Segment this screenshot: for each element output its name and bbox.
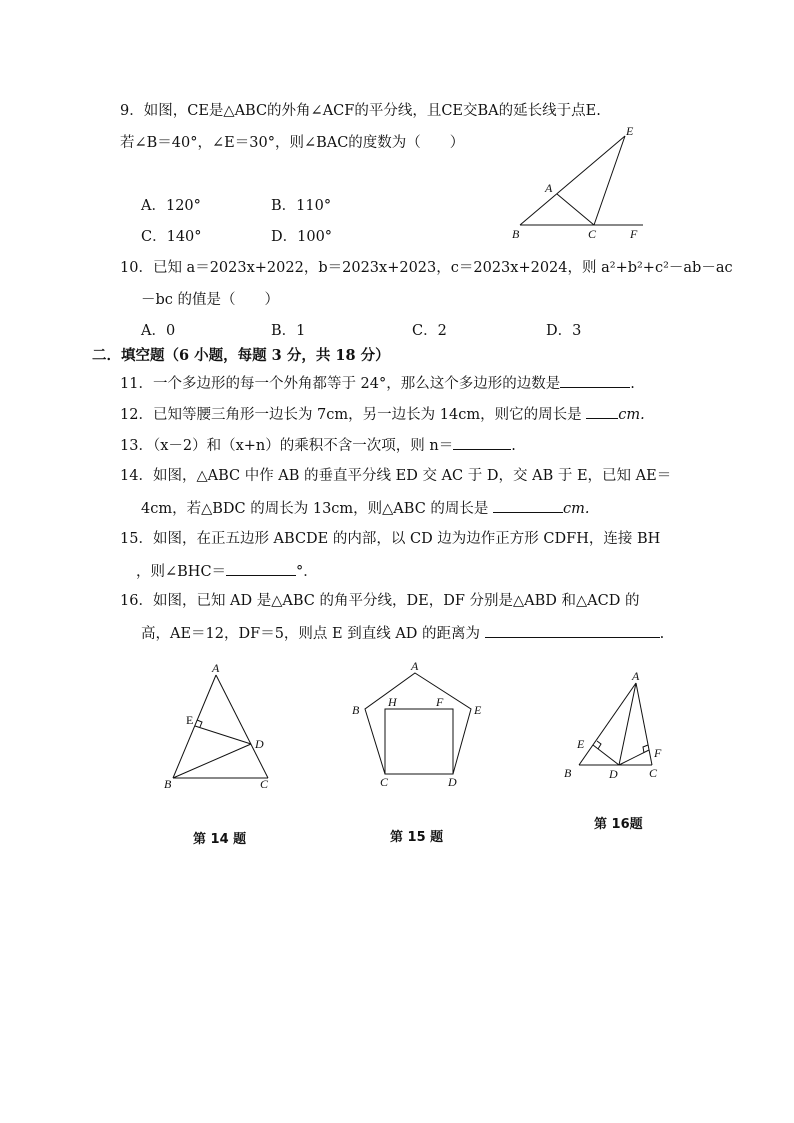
q10-line1 [120, 258, 733, 278]
fig15-square [385, 709, 453, 774]
fig14-label-A: A [212, 661, 220, 675]
q15-answer-blank[interactable] [226, 560, 296, 576]
fig16-line-DF [619, 750, 649, 765]
fig15-label-F: F [436, 695, 444, 709]
fig16-label-B: B [564, 766, 572, 780]
fig15-label-B: B [352, 703, 360, 717]
q16-line2 [141, 622, 664, 644]
fig16-label-A: A [632, 669, 640, 683]
q9-option-a[interactable]: A．120° [141, 198, 201, 214]
q9-label-E: E [626, 125, 634, 138]
fig15-label-H: H [388, 695, 397, 709]
q9-option-b[interactable]: B．110° [271, 198, 332, 214]
q10-line2: －bc 的值是（ ） [141, 292, 280, 308]
q14-text-2: 4cm，若△BDC 的周长为 13cm，则△ABC 的周长是 [141, 501, 489, 517]
fig16-label-E: E [577, 737, 585, 751]
fig15-label-C: C [380, 775, 389, 789]
q9-label-C: C [588, 227, 597, 241]
q10-option-c[interactable]: C．2 [412, 323, 447, 339]
q12-text: 12．已知等腰三角形一边长为 7cm，另一边长为 14cm，则它的周长是 [120, 407, 582, 423]
fig15-label-E: E [474, 703, 482, 717]
fig16-label-F: F [654, 746, 662, 760]
q10-option-d[interactable]: D．3 [546, 323, 582, 339]
q15-line1: 15．如图，在正五边形 ABCDE 的内部，以 CD 边为边作正方形 CDFH，连接 BH [120, 531, 661, 547]
q9-text-1: 如图，CE是△ABC的外角∠ACF的平分线，且CE交BA的延长线于点E. [143, 103, 601, 119]
q10-text-1: 已知 a＝2023x+2022，b＝2023x+2023，c＝2023x+2024，则 a²+b²+c²－ab－ac [152, 260, 733, 276]
q9-label-F: F [630, 227, 638, 241]
fig14-caption: 第 14 题 [193, 832, 247, 847]
q12-unit: cm. [618, 407, 645, 423]
q11-end: . [630, 376, 635, 392]
fig15 [344, 656, 494, 791]
fig16-label-C: C [649, 766, 658, 780]
q10-option-a[interactable]: A．0 [141, 323, 176, 339]
fig14-label-D: D [255, 737, 264, 751]
q14-line2 [141, 497, 590, 519]
q12-answer-blank[interactable] [586, 403, 618, 419]
fig16-label-D: D [609, 767, 618, 781]
q9-option-c[interactable]: C．140° [141, 229, 202, 245]
q9-option-d[interactable]: D．100° [271, 229, 333, 245]
q9-line1 [120, 101, 601, 121]
q16-end: . [659, 626, 665, 642]
q14-answer-blank[interactable] [493, 497, 563, 513]
q13-text: 13．（x－2）和（x+n）的乘积不含一次项，则 n＝ [120, 438, 454, 454]
q16-line1: 16．如图，已知 AD 是△ABC 的角平分线，DE，DF 分别是△ABD 和△ACD 的 [120, 593, 640, 609]
q10-option-b[interactable]: B．1 [271, 323, 306, 339]
fig16-caption: 第 16题 [594, 817, 643, 832]
fig14-label-B: B [164, 777, 172, 791]
q16-text-2: 高，AE＝12，DF＝5，则点 E 到直线 AD 的距离为 [141, 626, 481, 642]
q10-number: 10． [120, 260, 153, 276]
fig15-label-D: D [448, 775, 457, 789]
q12 [120, 403, 645, 425]
q11 [120, 372, 635, 394]
q15-end: °． [296, 564, 318, 580]
q9-line2: 若∠B＝40°，∠E＝30°，则∠BAC的度数为（ ） [120, 135, 465, 151]
q9-label-A: A [545, 181, 553, 195]
fig14-label-E: E [186, 713, 194, 727]
q15-text-2: ，则∠BHC＝ [136, 564, 227, 580]
q9-figure [505, 125, 665, 245]
q13-answer-blank[interactable] [453, 434, 511, 450]
fig14-side-AC [216, 675, 268, 778]
fig16-right-angle-E [597, 741, 601, 749]
q14-line1: 14．如图，△ABC 中作 AB 的垂直平分线 ED 交 AC 于 D，交 AB 于 E，已知 AE＝ [120, 468, 672, 484]
fig14-right-angle [197, 720, 202, 727]
q11-text: 11．一个多边形的每一个外角都等于 24°，那么这个多边形的边数是 [120, 376, 561, 392]
q11-answer-blank[interactable] [560, 372, 630, 388]
fig14 [158, 660, 288, 795]
fig15-label-A: A [411, 659, 419, 673]
q13 [120, 434, 516, 456]
section2-title: 二．填空题（6 小题，每题 3 分，共 18 分） [92, 347, 390, 364]
q15-line2 [136, 560, 318, 582]
q9-line-AC [557, 194, 594, 225]
q16-answer-blank[interactable] [485, 622, 660, 638]
q9-label-B: B [512, 227, 520, 241]
fig15-caption: 第 15 题 [390, 830, 444, 845]
fig14-label-C: C [260, 777, 269, 791]
q13-end: . [511, 438, 516, 454]
q14-unit: cm. [563, 501, 590, 517]
fig16 [557, 667, 677, 792]
fig16-line-DE [593, 745, 619, 765]
fig15-pentagon [365, 673, 471, 774]
q9-number: 9． [120, 103, 144, 119]
